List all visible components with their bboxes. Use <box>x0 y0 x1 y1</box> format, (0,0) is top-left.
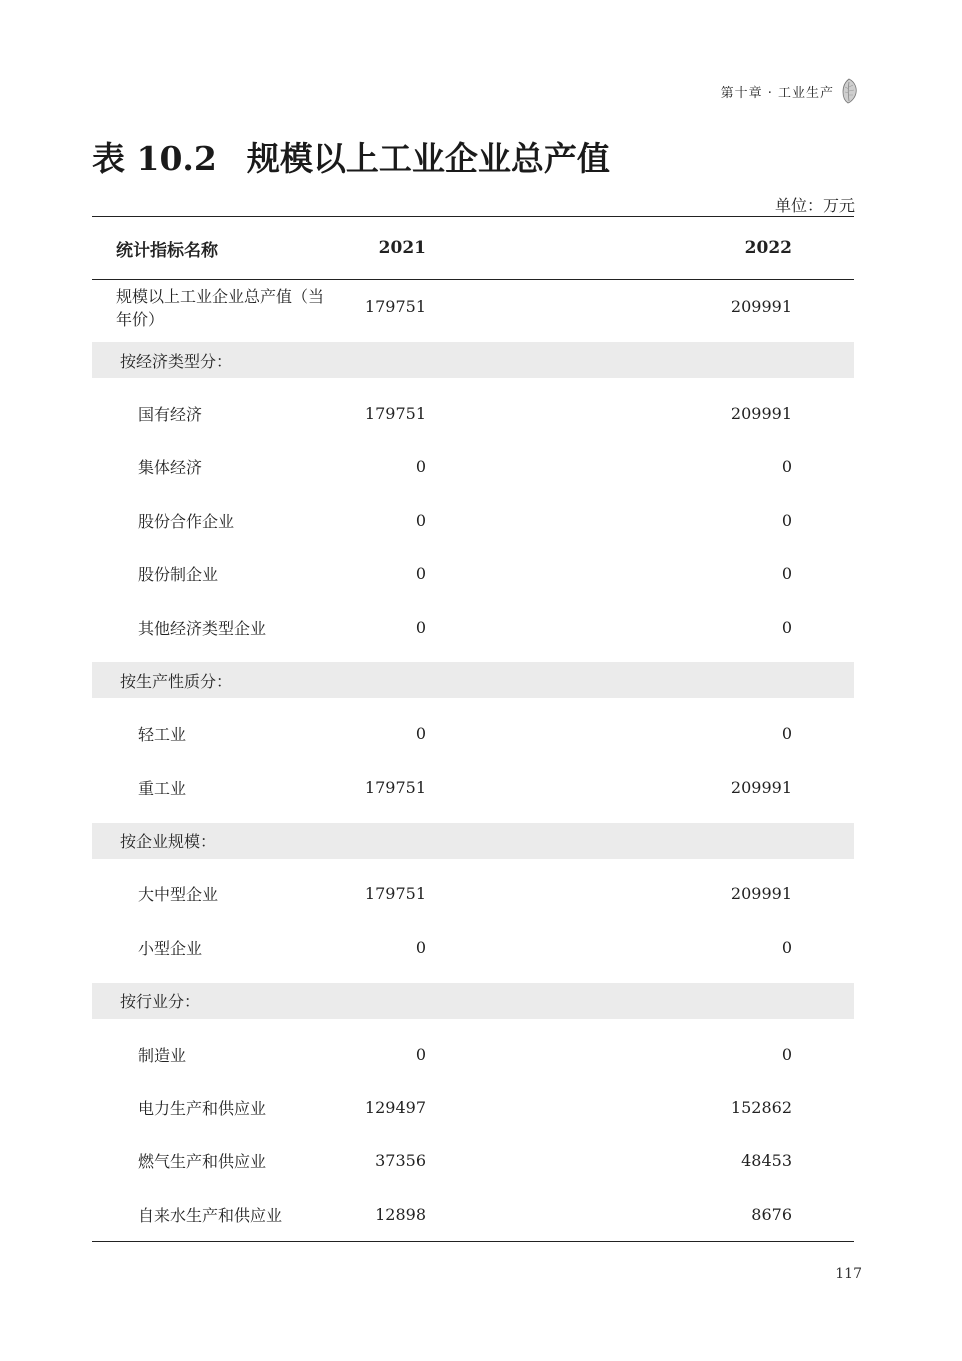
section-label: 按行业分： <box>120 992 201 1012</box>
column-header-2022: 2022 <box>744 238 792 258</box>
value-2022: 0 <box>781 510 792 530</box>
row-label: 电力生产和供应业 <box>138 1098 267 1118</box>
table-row <box>92 387 854 440</box>
value-2021: 0 <box>415 510 426 530</box>
table-title: 规模以上工业企业总产值 <box>246 139 610 178</box>
table-row <box>92 440 854 493</box>
value-2021: 179751 <box>364 777 426 797</box>
value-2022: 0 <box>781 564 792 584</box>
value-2021: 0 <box>415 1044 426 1064</box>
row-label: 小型企业 <box>138 938 203 958</box>
value-2022: 209991 <box>730 403 792 423</box>
table-row-total <box>92 280 854 333</box>
column-header-2021: 2021 <box>378 238 426 258</box>
value-2022: 0 <box>781 1044 792 1064</box>
unit-label: 单位：万元 <box>774 196 855 215</box>
row-label: 股份制企业 <box>138 565 219 585</box>
section-label: 按经济类型分： <box>120 351 233 371</box>
row-label: 国有经济 <box>138 404 203 424</box>
value-2021: 37356 <box>375 1151 426 1171</box>
row-label: 规模以上工业企业总产值（当年价） <box>116 286 325 329</box>
table-row <box>92 547 854 600</box>
table-row <box>92 600 854 653</box>
value-2022: 209991 <box>730 777 792 797</box>
data-table <box>92 216 854 1242</box>
value-2021: 0 <box>415 937 426 957</box>
table-row <box>92 1188 854 1241</box>
row-label: 其他经济类型企业 <box>138 618 267 638</box>
table-row <box>92 494 854 547</box>
table-row <box>92 760 854 813</box>
value-2022: 209991 <box>730 884 792 904</box>
value-2021: 179751 <box>364 297 426 317</box>
table-header-row <box>92 217 854 280</box>
table-row <box>92 707 854 760</box>
value-2022: 0 <box>781 937 792 957</box>
table-row <box>92 867 854 920</box>
table-row <box>92 1134 854 1187</box>
row-label: 燃气生产和供应业 <box>138 1152 267 1172</box>
value-2022: 209991 <box>730 297 792 317</box>
section-label: 按企业规模： <box>120 832 217 852</box>
table-row <box>92 1027 854 1080</box>
value-2021: 0 <box>415 457 426 477</box>
value-2021: 12898 <box>375 1204 426 1224</box>
row-label: 自来水生产和供应业 <box>138 1205 283 1225</box>
value-2021: 129497 <box>364 1097 426 1117</box>
value-2022: 48453 <box>741 1151 792 1171</box>
section-header-economic-type <box>92 342 854 378</box>
chapter-title: 第十章 · 工业生产 <box>720 85 834 101</box>
table-number: 表 10.2 <box>92 139 217 178</box>
value-2022: 0 <box>781 724 792 744</box>
section-header-production-nature <box>92 662 854 698</box>
value-2022: 0 <box>781 617 792 637</box>
column-header-indicator: 统计指标名称 <box>116 240 218 261</box>
value-2021: 179751 <box>364 403 426 423</box>
value-2022: 0 <box>781 457 792 477</box>
value-2021: 0 <box>415 724 426 744</box>
page-number: 117 <box>835 1266 862 1282</box>
section-label: 按生产性质分： <box>120 671 233 691</box>
row-label: 股份合作企业 <box>138 511 235 531</box>
row-label: 集体经济 <box>138 458 203 478</box>
value-2021: 0 <box>415 564 426 584</box>
value-2021: 0 <box>415 617 426 637</box>
row-label: 轻工业 <box>138 725 187 745</box>
page-title <box>92 133 610 180</box>
row-label: 重工业 <box>138 778 187 798</box>
leaf-emblem-icon <box>840 78 858 104</box>
row-label: 大中型企业 <box>138 885 219 905</box>
table-row <box>92 921 854 974</box>
value-2021: 179751 <box>364 884 426 904</box>
value-2022: 8676 <box>751 1204 792 1224</box>
value-2022: 152862 <box>730 1097 792 1117</box>
chapter-header <box>721 78 858 104</box>
section-header-industry <box>92 983 854 1019</box>
row-label: 制造业 <box>138 1045 187 1065</box>
section-header-enterprise-scale <box>92 823 854 859</box>
table-row <box>92 1081 854 1134</box>
